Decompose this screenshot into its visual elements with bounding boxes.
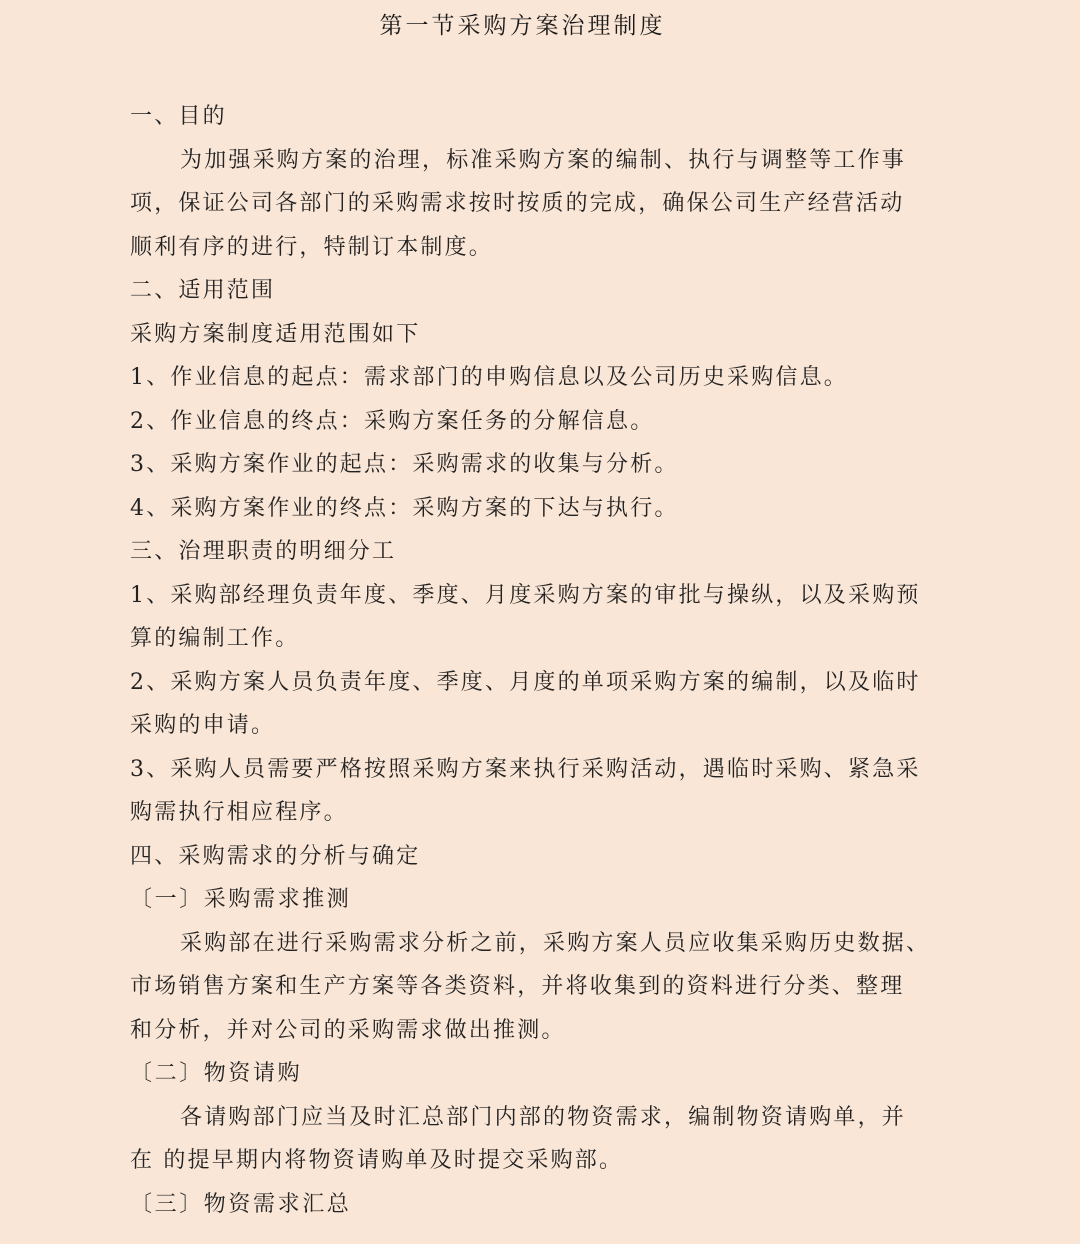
section-heading: 一、目的 [130, 104, 227, 129]
subsection-heading: 〔三〕物资需求汇总 [130, 1191, 352, 1217]
paragraph-line: 项，保证公司各部门的采购需求按时按质的完成，确保公司生产经营活动 [130, 191, 905, 216]
document-title: 第一节采购方案治理制度 [379, 13, 666, 39]
paragraph-line: 2、作业信息的终点：采购方案任务的分解信息。 [130, 408, 655, 434]
paragraph-line: 3、采购人员需要严格按照采购方案来执行采购活动，遇临时采购、紧急采 [130, 756, 921, 782]
paragraph-line: 和分析，并对公司的采购需求做出推测。 [130, 1017, 566, 1043]
paragraph-line: 1、作业信息的起点：需求部门的申购信息以及公司历史采购信息。 [130, 365, 848, 390]
paragraph-line: 算的编制工作。 [130, 626, 300, 651]
paragraph-line: 市场销售方案和生产方案等各类资料，并将收集到的资料进行分类、整理 [130, 974, 905, 999]
section-heading: 二、适用范围 [130, 278, 276, 303]
paragraph-line: 各请购部门应当及时汇总部门内部的物资需求，编制物资请购单，并 [180, 1104, 907, 1130]
subsection-heading: 〔一〕采购需求推测 [130, 887, 352, 912]
paragraph-line: 采购部在进行采购需求分析之前，采购方案人员应收集采购历史数据、 [180, 930, 931, 956]
section-heading: 三、治理职责的明细分工 [130, 539, 397, 564]
paragraph-line: 3、采购方案作业的起点：采购需求的收集与分析。 [130, 452, 679, 477]
paragraph-line: 采购方案制度适用范围如下 [130, 321, 421, 347]
paragraph-line: 采购的申请。 [130, 713, 276, 738]
paragraph-line: 为加强采购方案的治理，标准采购方案的编制、执行与调整等工作事 [180, 147, 907, 173]
subsection-heading: 〔二〕物资请购 [130, 1061, 303, 1086]
paragraph-line: 购需执行相应程序。 [130, 800, 348, 825]
paragraph-line: 1、采购部经理负责年度、季度、月度采购方案的审批与操纵，以及采购预 [130, 582, 921, 608]
paragraph-line: 顺利有序的进行，特制订本制度。 [130, 234, 494, 260]
paragraph-line: 在 的提早期内将物资请购单及时提交采购部。 [130, 1148, 624, 1173]
document-body [130, 95, 952, 1226]
section-heading: 四、采购需求的分析与确定 [130, 843, 421, 869]
paragraph-line: 2、采购方案人员负责年度、季度、月度的单项采购方案的编制，以及临时 [130, 669, 921, 695]
paragraph-line: 4、采购方案作业的终点：采购方案的下达与执行。 [130, 495, 679, 521]
